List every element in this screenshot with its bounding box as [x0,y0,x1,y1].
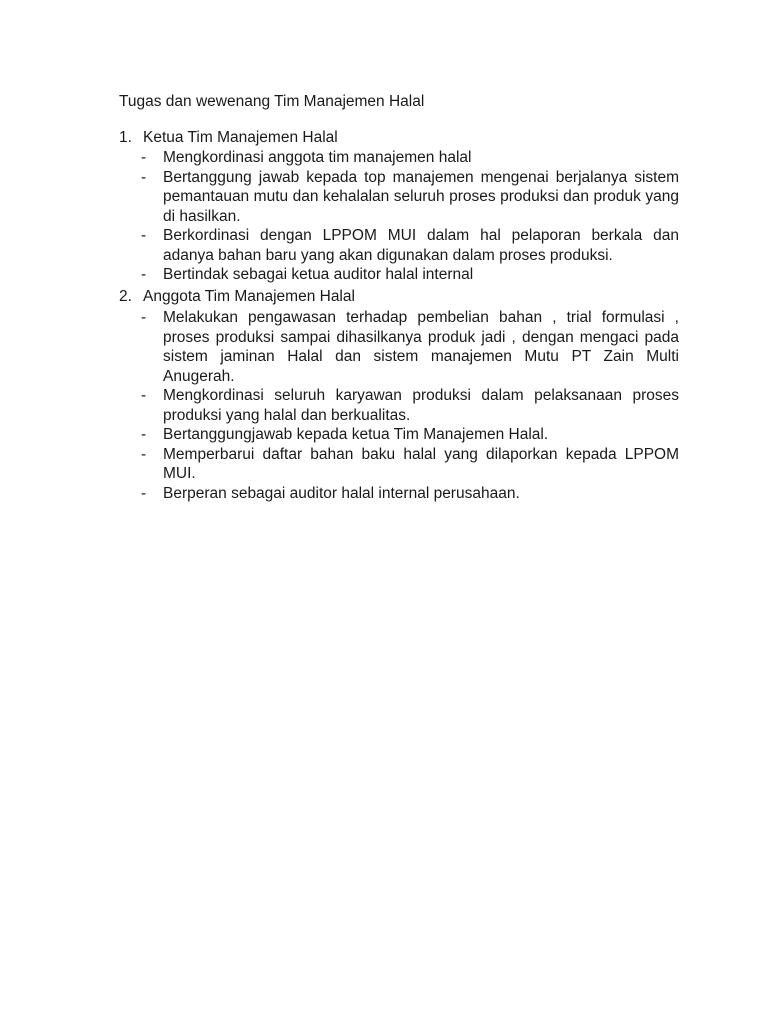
list-item-text: Berperan sebagai auditor halal internal perusahaan. [163,484,520,502]
section-number: 2. [119,288,132,305]
list-item [119,168,679,227]
duty-list [119,148,679,285]
list-item [119,226,679,265]
bullet-dash: - [141,227,147,244]
list-item [119,425,679,445]
list-item-text: Bertanggungjawab kepada ketua Tim Manajemen Halal. [163,426,549,443]
list-item [119,386,679,425]
section-heading-text: Ketua Tim Manajemen Halal [143,129,338,146]
bullet-dash: - [141,309,147,326]
bullet-dash: - [141,387,147,404]
list-item-text: Berkordinasi dengan LPPOM MUI dalam hal pelaporan berkala dan adanya bahan baru yang akan digunakan dalam proses produksi. [163,227,679,264]
section-anggota [119,287,679,503]
list-item-text: Melakukan pengawasan terhadap pembelian bahan , trial formulasi , proses produksi sampai dihasilkanya produk jadi , dengan mengaci pada sistem jaminan Halal dan sistem manajemen Mutu PT Zain Multi Anugerah. [163,309,679,385]
bullet-dash: - [141,484,147,502]
bullet-dash: - [141,445,147,463]
bullet-dash: - [141,426,147,443]
bullet-dash: - [141,168,147,186]
section-number: 1. [119,129,132,146]
list-item [119,484,679,504]
section-heading-text: Anggota Tim Manajemen Halal [143,288,355,305]
list-item-text: Mengkordinasi seluruh karyawan produksi dalam pelaksanaan proses produksi yang halal dan berkualitas. [163,387,679,424]
section-heading [119,128,679,148]
list-item-text: Memperbarui daftar bahan baku halal yang dilaporkan kepada LPPOM MUI. [163,445,679,482]
list-item [119,148,679,168]
list-item-text: Mengkordinasi anggota tim manajemen halal [163,149,472,166]
bullet-dash: - [141,266,147,283]
document-title: Tugas dan wewenang Tim Manajemen Halal [119,93,425,110]
section-heading [119,287,679,307]
list-item-text: Bertindak sebagai ketua auditor halal internal [163,266,474,283]
list-item [119,445,679,484]
duty-list [119,308,679,503]
list-item [119,265,679,285]
bullet-dash: - [141,149,147,166]
list-item-text: Bertanggung jawab kepada top manajemen mengenai berjalanya sistem pemantauan mutu dan kehalalan seluruh proses produksi dan produk yang di hasilkan. [163,168,679,225]
list-item [119,308,679,386]
section-ketua [119,128,679,285]
